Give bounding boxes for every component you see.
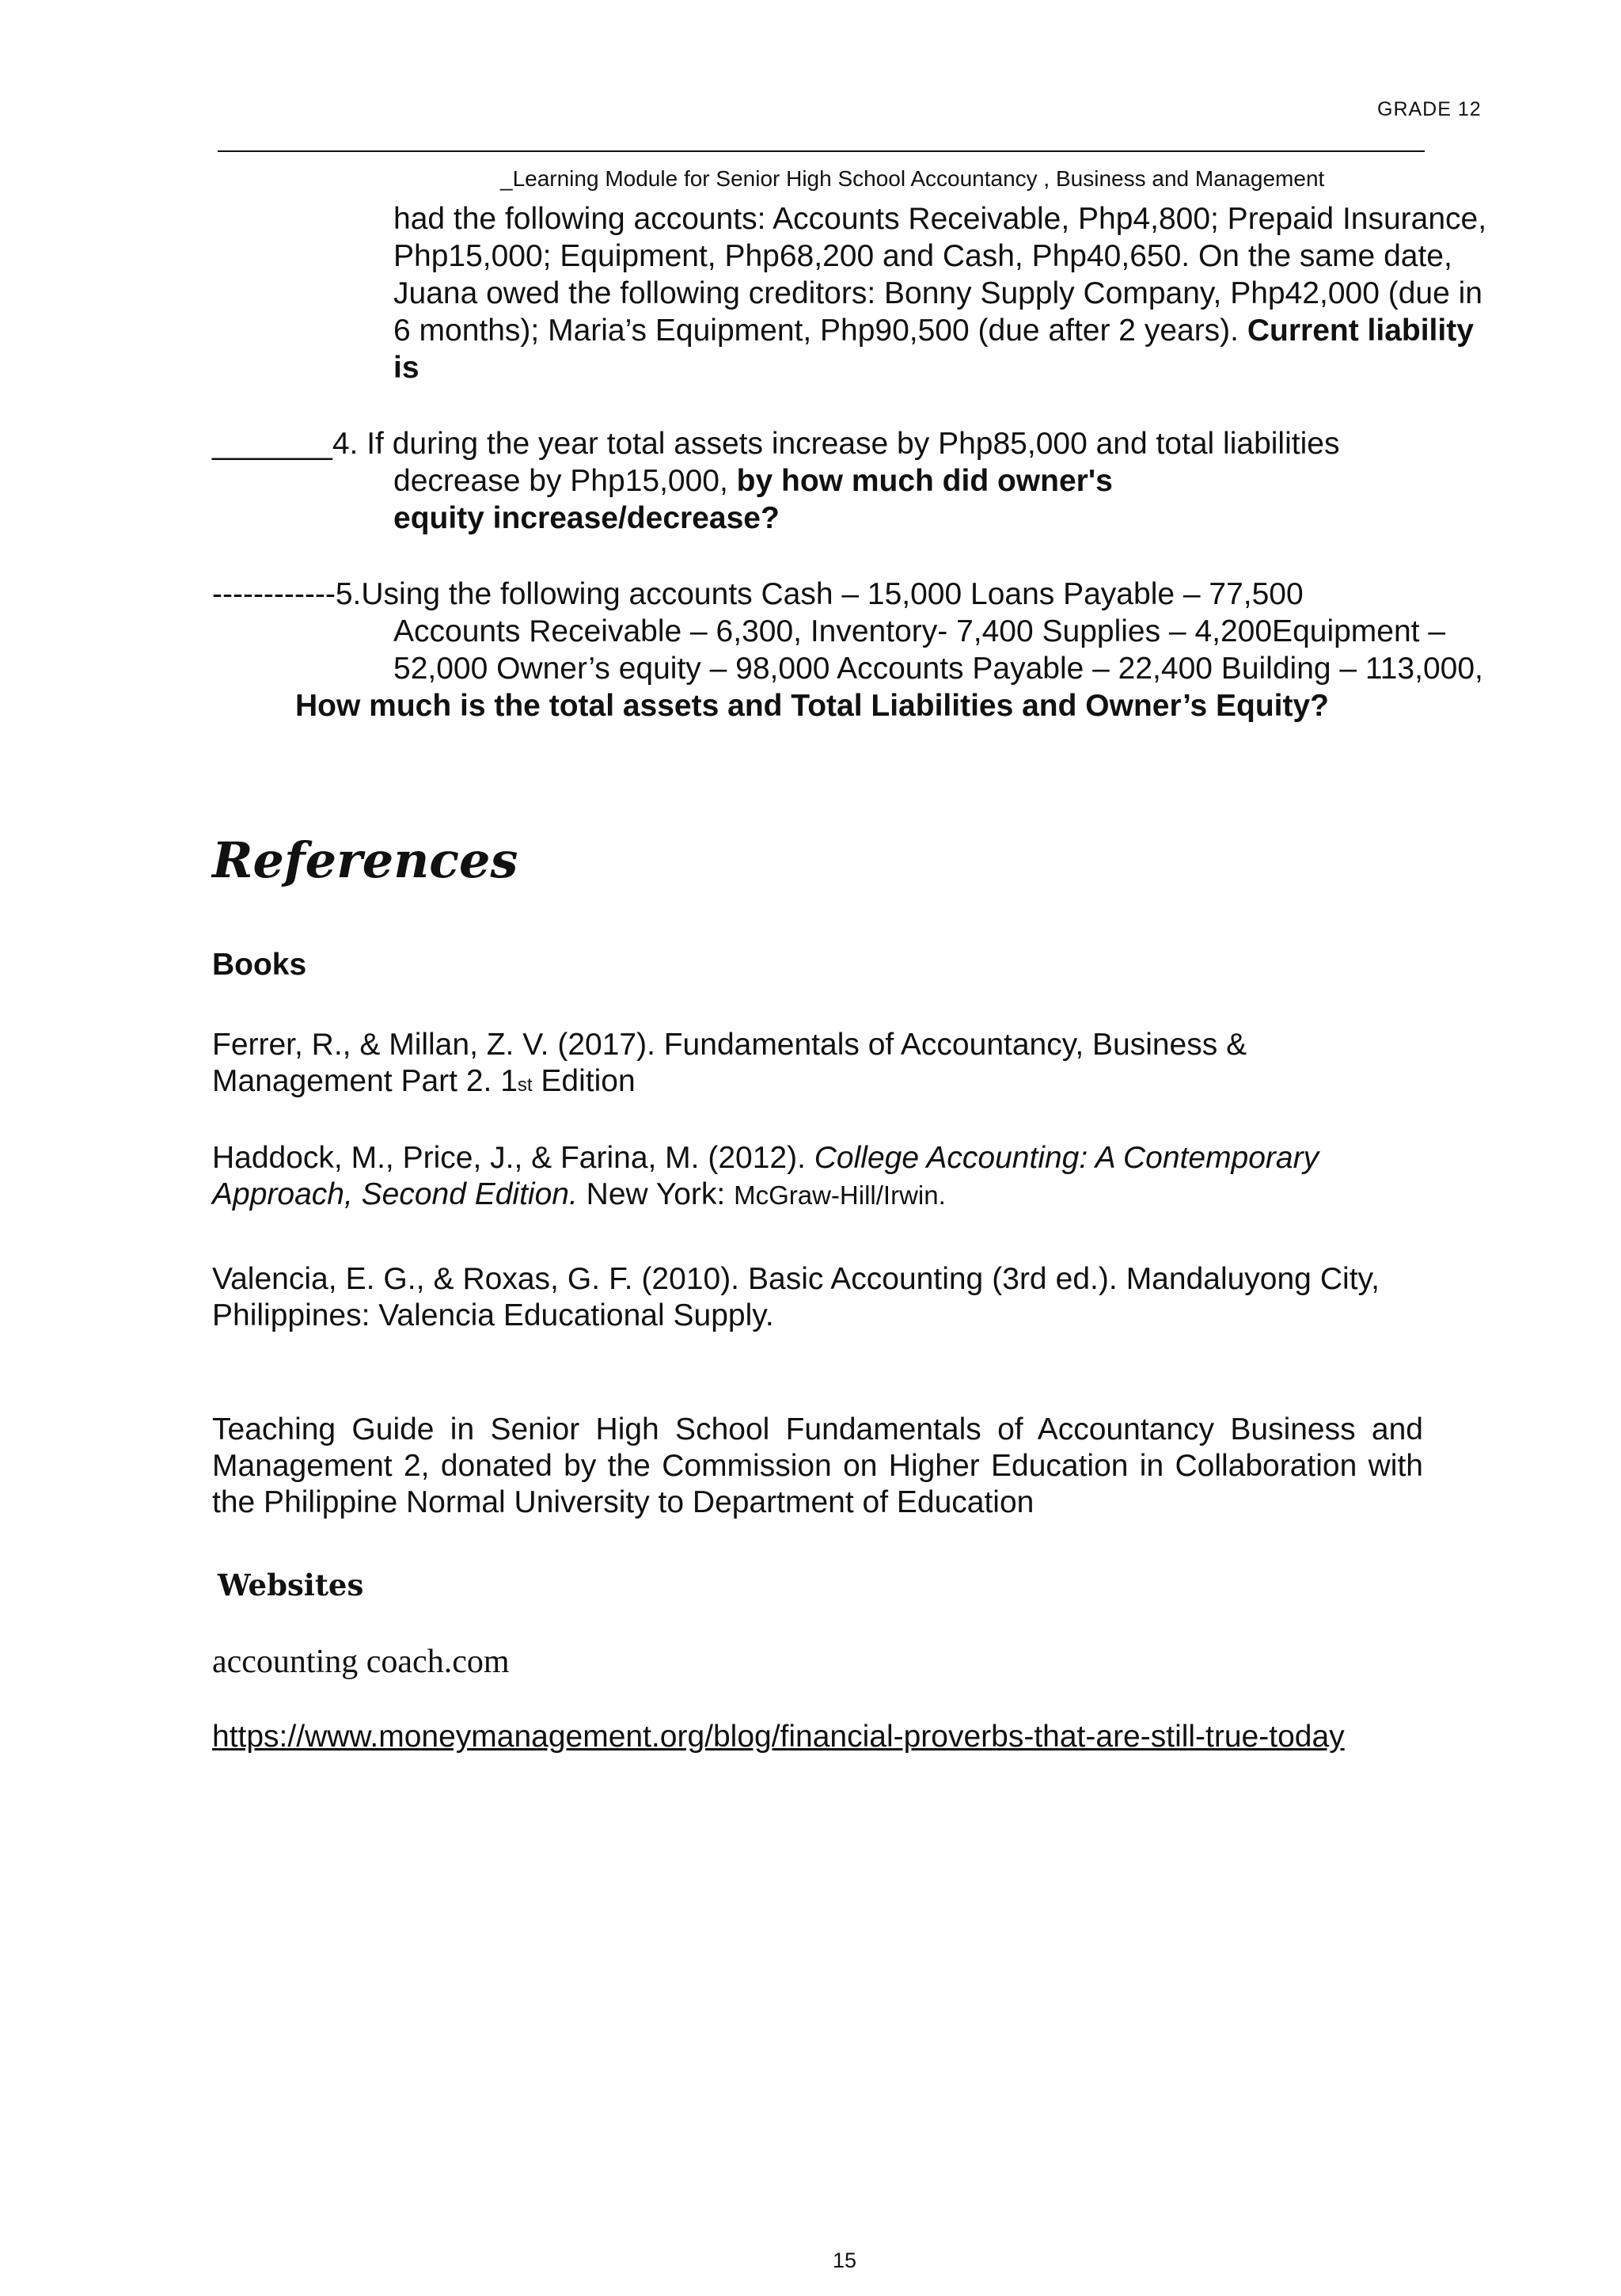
question-5	[212, 576, 1510, 724]
header-rule	[218, 150, 1425, 152]
answer-blank: _______	[212, 427, 332, 461]
question-4-cont-text: decrease by Php15,000,	[393, 464, 728, 498]
question-4-continuation	[212, 462, 1510, 500]
references-heading: References	[212, 831, 518, 889]
reference-ferrer-text: Management Part 2. 1	[212, 1064, 518, 1098]
question-5-lead: ------------5.Using the following accounts Cash – 15,000 Loans Payable – 77,500	[212, 577, 1304, 611]
module-subtitle: _Learning Module for Senior High School Accountancy , Business and Management	[500, 166, 1325, 191]
books-heading: Books	[212, 948, 307, 982]
websites-heading: Websites	[218, 1568, 364, 1602]
reference-ferrer-line2	[212, 1063, 1415, 1104]
question-5-continuation: Accounts Receivable – 6,300, Inventory- 7,400 Supplies – 4,200Equipment – 52,000 Owner’s equity – 98,000 Accounts Payable – 22,400 Building – 113,000,	[393, 614, 1483, 686]
question-3	[393, 200, 1501, 386]
website-accounting-coach: accounting coach.com	[212, 1644, 510, 1680]
grade-label: GRADE 12	[1377, 98, 1482, 120]
website-link[interactable]: https://www.moneymanagement.org/blog/financial-proverbs-that-are-still-true-today	[212, 1720, 1345, 1754]
reference-haddock-title: College Accounting: A Contemporary Approach, Second Edition.	[212, 1141, 1319, 1211]
reference-haddock-place: New York:	[586, 1177, 726, 1211]
reference-ferrer-line1: Ferrer, R., & Millan, Z. V. (2017). Fundamentals of Accountancy, Business &	[212, 1028, 1247, 1062]
question-3-bold: Current liability is	[393, 314, 1474, 385]
reference-ferrer-edition: Edition	[532, 1064, 636, 1098]
page-number: 15	[833, 2248, 857, 2272]
question-4-lead: 4. If during the year total assets increase by Php85,000 and total liabilities	[332, 427, 1340, 461]
reference-teaching-guide: Teaching Guide in Senior High School Fundamentals of Accountancy Business and Management 2, donated by the Commission on Higher Education in Collaboration with the Philippine Normal University to Department of Education	[212, 1412, 1423, 1519]
reference-haddock	[212, 1140, 1415, 1214]
question-4	[212, 425, 1510, 537]
reference-haddock-authors: Haddock, M., Price, J., & Farina, M. (2012).	[212, 1141, 806, 1175]
reference-haddock-publisher: McGraw-Hill/Irwin.	[734, 1180, 946, 1210]
reference-ferrer	[212, 1027, 1415, 1104]
question-4-bold-b: equity increase/decrease?	[393, 501, 780, 535]
question-4-bold-a: by how much did owner's	[736, 464, 1113, 498]
question-4-line	[212, 425, 1510, 462]
superscript: st	[517, 1074, 533, 1096]
question-3-text: had the following accounts: Accounts Receivable, Php4,800; Prepaid Insurance, Php15,000; Equipment, Php68,200 and Cash, Php40,650. On the same date, Juana owed the following creditors: Bonny Supply Company, Php42,000 (due in 6 months); Maria’s Equipment, Php90,500 (due after 2 years).	[393, 202, 1487, 348]
question-5-final: How much is the total assets and Total Liabilities and Owner’s Equity?	[295, 689, 1330, 723]
reference-valencia: Valencia, E. G., & Roxas, G. F. (2010). Basic Accounting (3rd ed.). Mandaluyong City, Philippines: Valencia Educational Supply.	[212, 1262, 1380, 1332]
